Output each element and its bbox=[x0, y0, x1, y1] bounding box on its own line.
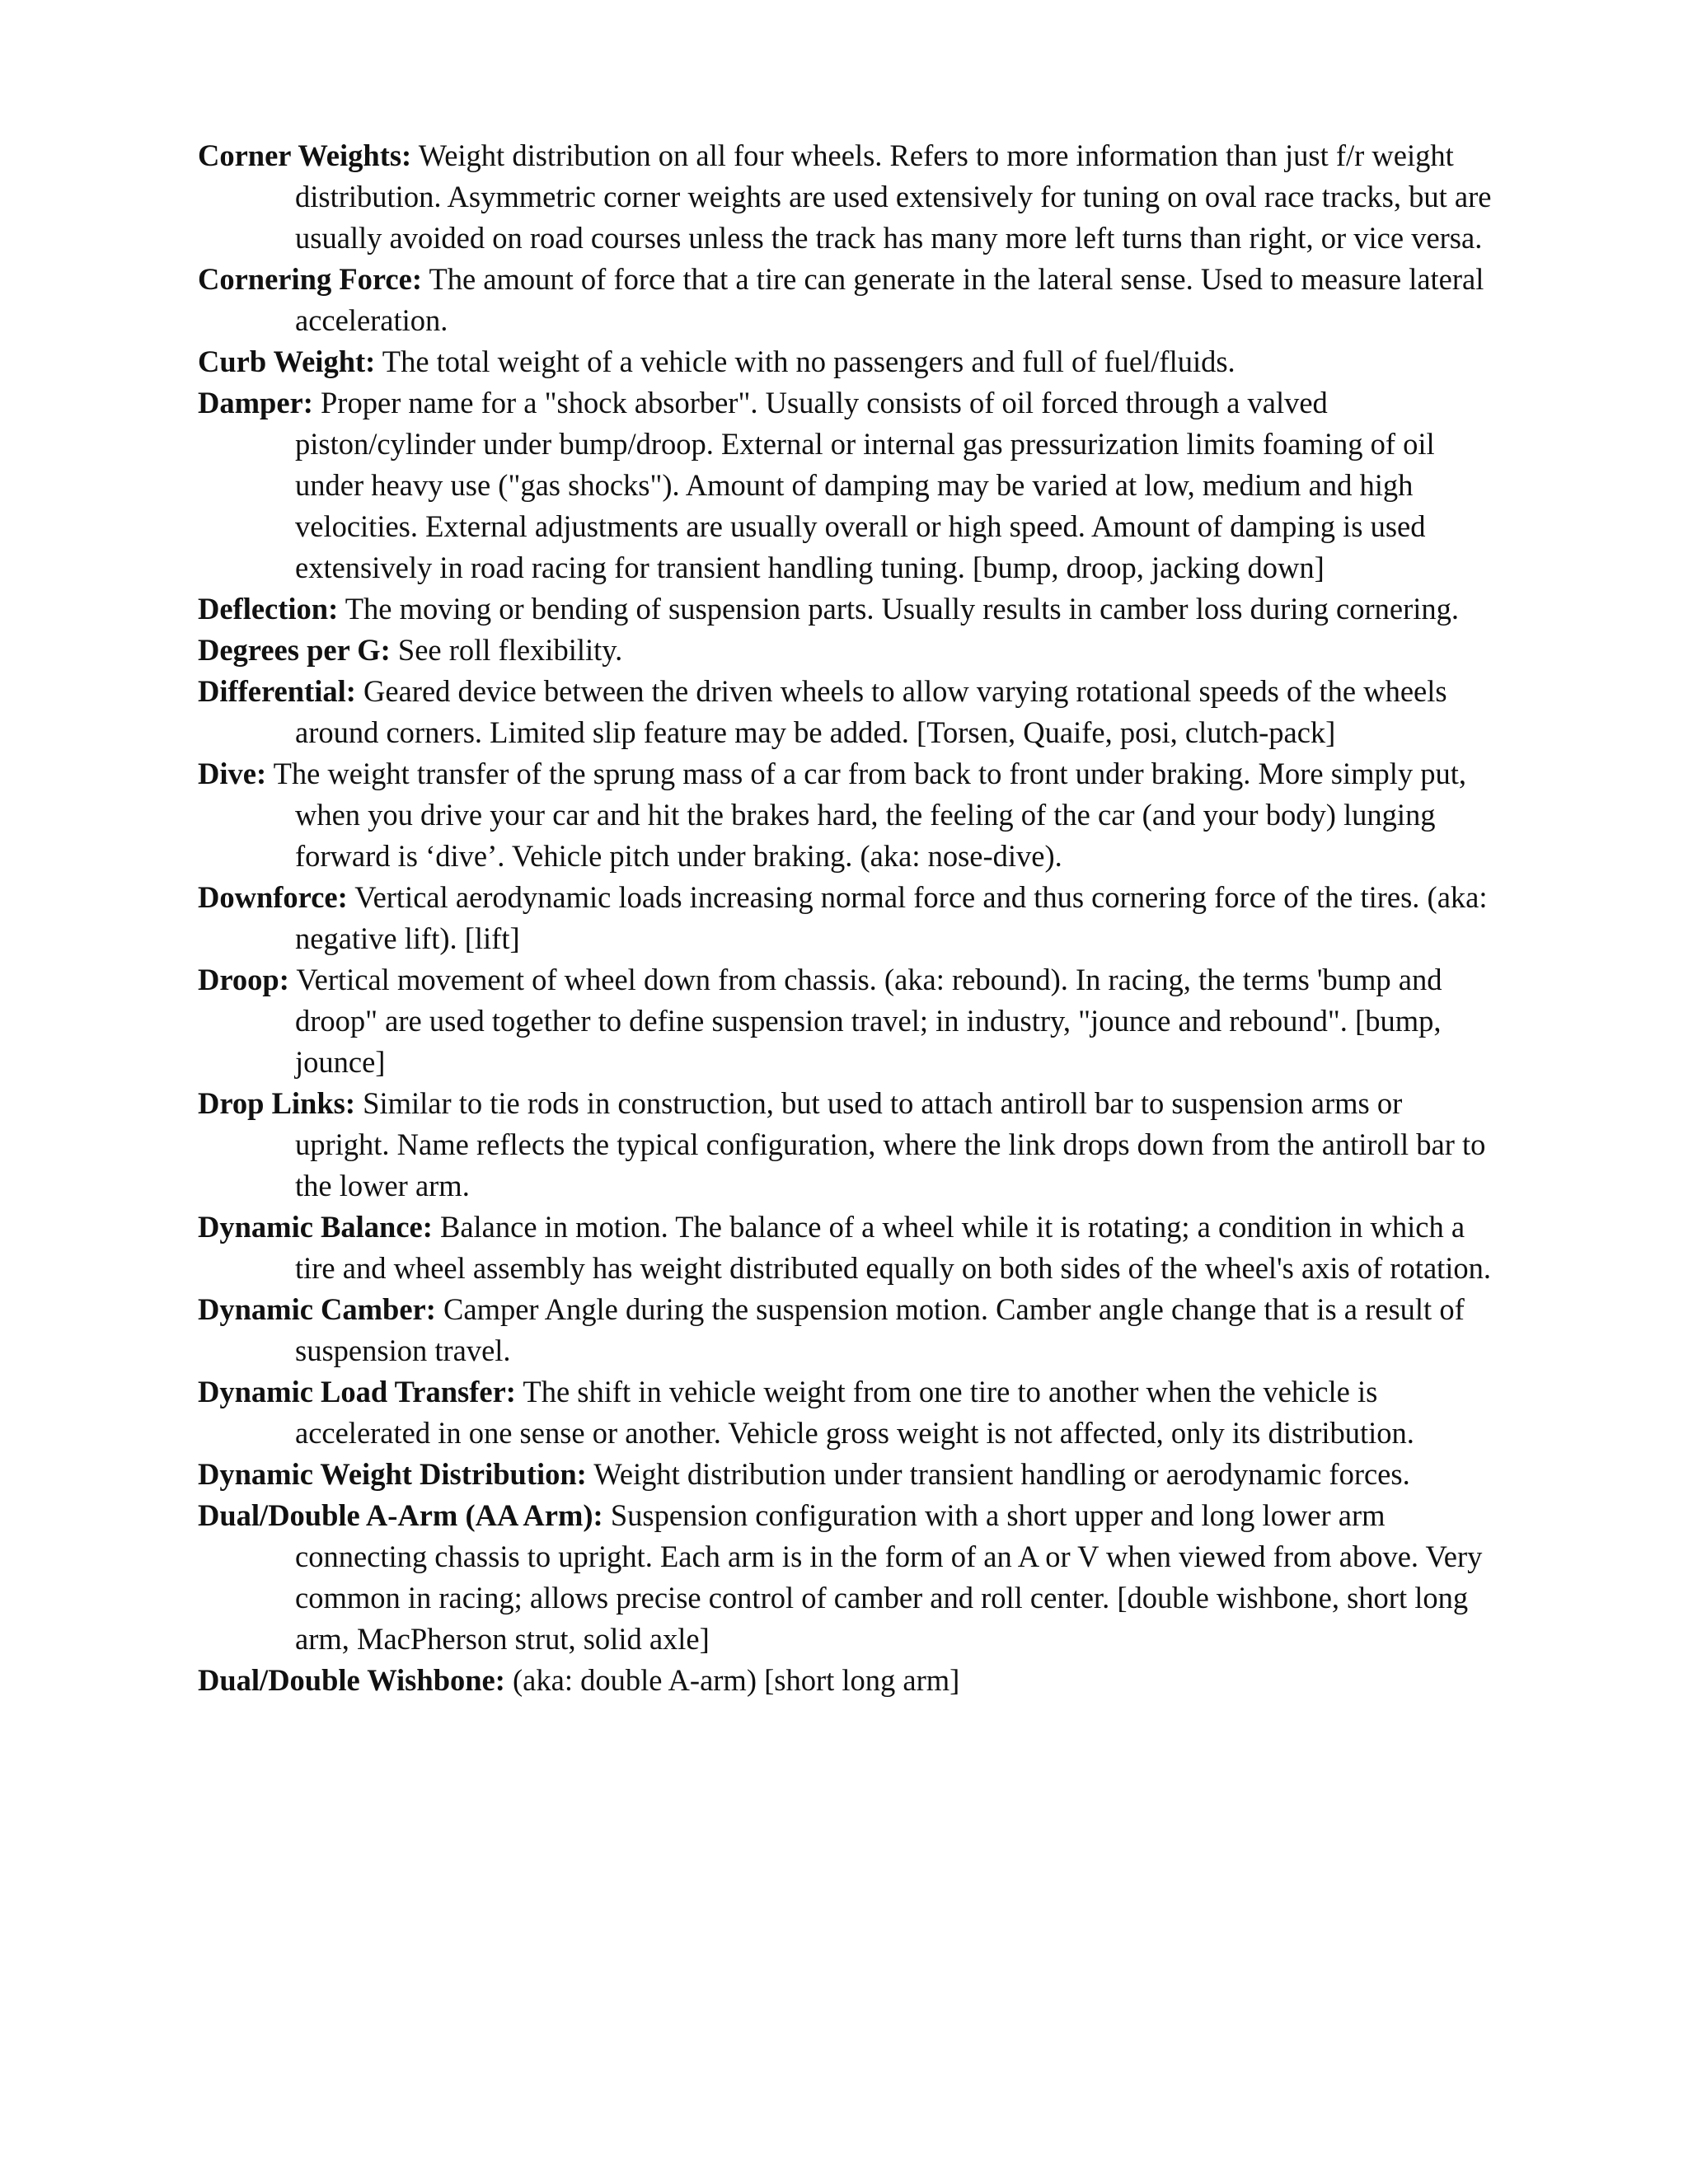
glossary-entry-dynamic-weight-distribution bbox=[198, 1454, 1500, 1495]
glossary-term: Dual/Double Wishbone: bbox=[198, 1663, 505, 1697]
glossary-entry-damper bbox=[198, 382, 1500, 588]
glossary-definition: Similar to tie rods in construction, but used to attach antiroll bar to suspension arms or upright. Name reflects the typical configuration, where the link drops down from the antiroll bar to the lower arm. bbox=[295, 1086, 1486, 1202]
glossary-definition: The shift in vehicle weight from one tire to another when the vehicle is accelerated in one sense or another. Vehicle gross weight is not affected, only its distribution. bbox=[295, 1375, 1414, 1450]
glossary-definition: Proper name for a "shock absorber". Usually consists of oil forced through a valved piston/cylinder under bump/droop. External or internal gas pressurization limits foaming of oil under heavy use ("gas shocks"). Amount of damping may be varied at low, medium and high velocities. External adjustments are usually overall or high speed. Amount of damping is used extensively in road racing for transient handling tuning. [bump, droop, jacking down] bbox=[295, 386, 1435, 584]
glossary-definition: The total weight of a vehicle with no passengers and full of fuel/fluids. bbox=[382, 344, 1236, 378]
glossary-entry-drop-links bbox=[198, 1083, 1500, 1207]
glossary-definition: See roll flexibility. bbox=[397, 633, 623, 667]
glossary-term: Droop: bbox=[198, 963, 289, 996]
glossary-entry-deflection bbox=[198, 588, 1500, 630]
glossary-entry-dual-double-wishbone bbox=[198, 1660, 1500, 1701]
glossary-entry-dynamic-load-transfer bbox=[198, 1371, 1500, 1454]
glossary-page bbox=[198, 135, 1500, 1701]
glossary-definition: Balance in motion. The balance of a wheel while it is rotating; a condition in which a tire and wheel assembly has weight distributed equally on both sides of the wheel's axis of rotation. bbox=[295, 1210, 1492, 1285]
glossary-definition: The weight transfer of the sprung mass of a car from back to front under braking. More simply put, when you drive your car and hit the brakes hard, the feeling of the car (and your body) lunging forward is ‘dive’. Vehicle pitch under braking. (aka: nose-dive). bbox=[273, 757, 1467, 873]
glossary-term: Curb Weight: bbox=[198, 344, 376, 378]
glossary-term: Dynamic Weight Distribution: bbox=[198, 1457, 587, 1491]
glossary-definition: Weight distribution under transient handling or aerodynamic forces. bbox=[593, 1457, 1410, 1491]
glossary-term: Degrees per G: bbox=[198, 633, 391, 667]
glossary-term: Dynamic Load Transfer: bbox=[198, 1375, 516, 1408]
glossary-entry-differential bbox=[198, 671, 1500, 753]
glossary-definition: Vertical movement of wheel down from chassis. (aka: rebound). In racing, the terms 'bump and droop" are used together to define suspension travel; in industry, "jounce and rebound". [bump, jounce] bbox=[295, 963, 1442, 1079]
glossary-definition: Geared device between the driven wheels to allow varying rotational speeds of the wheels around corners. Limited slip feature may be added. [Torsen, Quaife, posi, clutch-pack] bbox=[295, 674, 1447, 749]
glossary-term: Downforce: bbox=[198, 880, 348, 914]
glossary-definition: The amount of force that a tire can generate in the lateral sense. Used to measure lateral acceleration. bbox=[295, 262, 1484, 337]
glossary-term: Dual/Double A-Arm (AA Arm): bbox=[198, 1498, 603, 1532]
glossary-entry-degrees-per-g bbox=[198, 630, 1500, 671]
glossary-term: Dynamic Balance: bbox=[198, 1210, 433, 1244]
glossary-definition: Weight distribution on all four wheels. Refers to more information than just f/r weight distribution. Asymmetric corner weights are used extensively for tuning on oval race tracks, but are usually avoided on road courses unless the track has many more left turns than right, or vice versa. bbox=[295, 138, 1492, 255]
glossary-entry-dynamic-balance bbox=[198, 1207, 1500, 1289]
glossary-entry-dive bbox=[198, 753, 1500, 877]
glossary-entry-cornering-force bbox=[198, 259, 1500, 341]
glossary-term: Deflection: bbox=[198, 592, 339, 626]
glossary-entry-downforce bbox=[198, 877, 1500, 959]
glossary-definition: (aka: double A-arm) [short long arm] bbox=[513, 1663, 960, 1697]
glossary-term: Damper: bbox=[198, 386, 313, 419]
glossary-definition: Camper Angle during the suspension motion. Camber angle change that is a result of suspension travel. bbox=[295, 1292, 1465, 1367]
glossary-entry-dynamic-camber bbox=[198, 1289, 1500, 1371]
glossary-term: Dive: bbox=[198, 757, 267, 790]
glossary-definition: Vertical aerodynamic loads increasing normal force and thus cornering force of the tires. (aka: negative lift). [lift] bbox=[295, 880, 1488, 955]
glossary-entry-curb-weight bbox=[198, 341, 1500, 382]
glossary-definition: The moving or bending of suspension parts. Usually results in camber loss during cornering. bbox=[345, 592, 1460, 626]
glossary-entry-dual-double-a-arm bbox=[198, 1495, 1500, 1660]
glossary-term: Drop Links: bbox=[198, 1086, 356, 1120]
glossary-entry-droop bbox=[198, 959, 1500, 1083]
glossary-term: Corner Weights: bbox=[198, 138, 412, 172]
glossary-entry-corner-weights bbox=[198, 135, 1500, 259]
glossary-term: Differential: bbox=[198, 674, 356, 708]
glossary-definition: Suspension configuration with a short upper and long lower arm connecting chassis to upright. Each arm is in the form of an A or V when viewed from above. Very common in racing; allows precise control of camber and roll center. [double wishbone, short long arm, MacPherson strut, solid axle] bbox=[295, 1498, 1483, 1656]
glossary-term: Dynamic Camber: bbox=[198, 1292, 436, 1326]
glossary-term: Cornering Force: bbox=[198, 262, 422, 296]
